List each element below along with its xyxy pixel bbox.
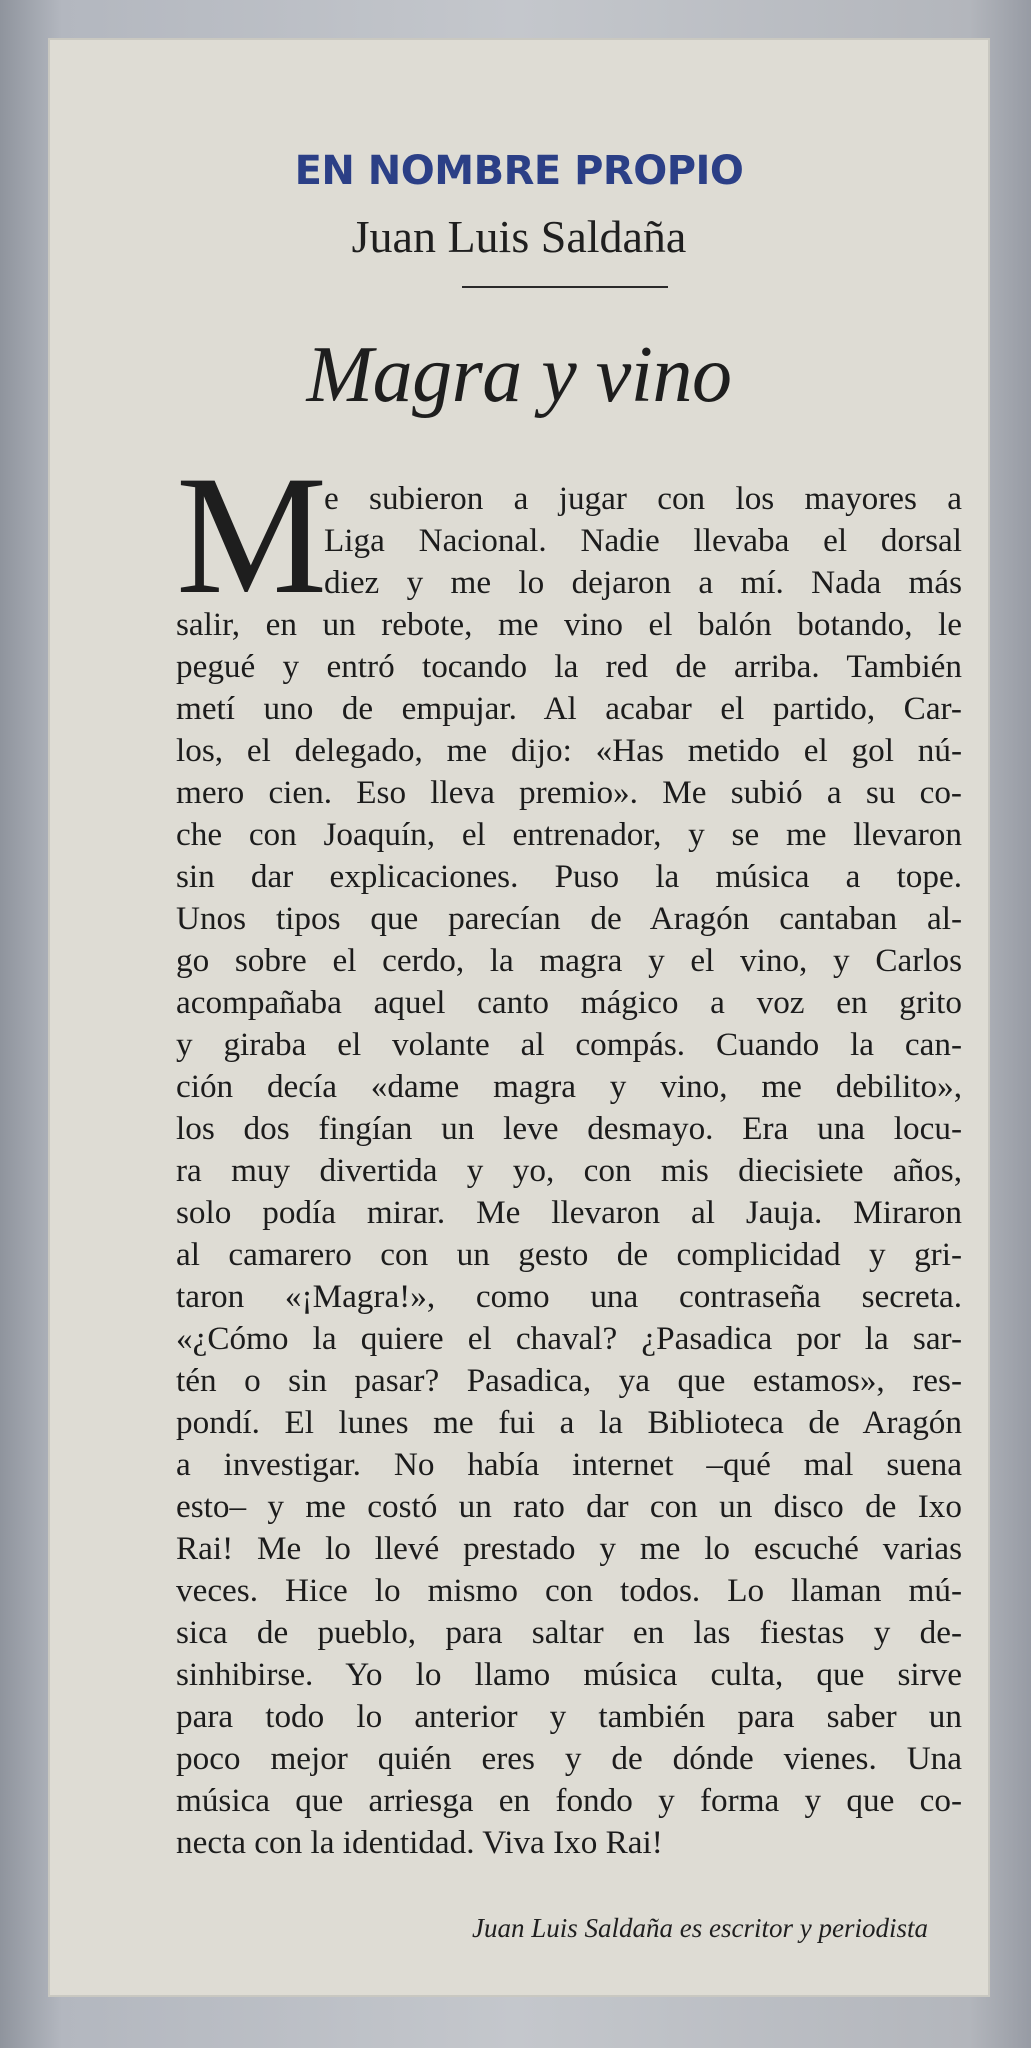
author-note: Juan Luis Saldaña es escritor y periodista (472, 1913, 928, 1943)
body-line: go sobre el cerdo, la magra y el vino, y Carlos (176, 942, 962, 979)
body-line: a investigar. No había internet –qué mal suena (176, 1446, 962, 1483)
body-line: salir, en un rebote, me vino el balón botando, le (176, 606, 962, 643)
body-line: ra muy divertida y yo, con mis diecisiete años, (176, 1152, 962, 1189)
body-line: diez y me lo dejaron a mí. Nada más (324, 564, 962, 601)
body-line: los dos fingían un leve desmayo. Era una locu- (176, 1110, 962, 1147)
headline: Magra y vino (306, 331, 732, 419)
author-name: Juan Luis Saldaña (351, 211, 687, 262)
body-line: «¿Cómo la quiere el chaval? ¿Pasadica por la sar- (176, 1320, 962, 1357)
body-line: Rai! Me lo llevé prestado y me lo escuché varias (176, 1530, 962, 1567)
body-line: che con Joaquín, el entrenador, y se me llevaron (176, 816, 962, 853)
body-line: para todo lo anterior y también para saber un (176, 1698, 962, 1735)
newspaper-column (50, 40, 988, 1995)
body-line: música que arriesga en fondo y forma y que co- (176, 1782, 962, 1819)
body-line: metí uno de empujar. Al acabar el partido, Car- (176, 690, 962, 727)
body-line: Liga Nacional. Nadie llevaba el dorsal (324, 522, 962, 559)
divider-rule (462, 286, 668, 288)
body-line: pegué y entró tocando la red de arriba. También (176, 648, 962, 685)
article-body (176, 478, 962, 1864)
drop-cap: M (176, 441, 328, 629)
body-line: solo podía mirar. Me llevaron al Jauja. Miraron (176, 1194, 962, 1231)
body-line: ción decía «dame magra y vino, me debilito», (176, 1068, 962, 1105)
body-line: sin dar explicaciones. Puso la música a tope. (176, 858, 962, 895)
body-line: los, el delegado, me dijo: «Has metido el gol nú- (176, 732, 962, 769)
section-label: EN NOMBRE PROPIO (294, 148, 744, 194)
body-line: taron «¡Magra!», como una contraseña secreta. (176, 1278, 962, 1315)
body-line: pondí. El lunes me fui a la Biblioteca de Aragón (176, 1404, 962, 1441)
body-line: y giraba el volante al compás. Cuando la can- (176, 1026, 962, 1063)
body-line: sica de pueblo, para saltar en las fiestas y de- (176, 1614, 962, 1651)
body-line: mero cien. Eso lleva premio». Me subió a su co- (176, 774, 962, 811)
body-line: Unos tipos que parecían de Aragón cantaban al- (176, 900, 962, 937)
body-line: esto– y me costó un rato dar con un disco de Ixo (176, 1488, 962, 1525)
body-line: sinhibirse. Yo lo llamo música culta, que sirve (176, 1656, 962, 1693)
body-line: necta con la identidad. Viva Ixo Rai! (176, 1824, 663, 1861)
body-line: tén o sin pasar? Pasadica, ya que estamos», res- (176, 1362, 962, 1399)
body-line: poco mejor quién eres y de dónde vienes. Una (176, 1740, 962, 1777)
body-line: veces. Hice lo mismo con todos. Lo llaman mú- (176, 1572, 962, 1609)
body-line: al camarero con un gesto de complicidad y gri- (176, 1236, 962, 1273)
body-line: e subieron a jugar con los mayores a (324, 480, 962, 517)
body-line: acompañaba aquel canto mágico a voz en grito (176, 984, 962, 1021)
